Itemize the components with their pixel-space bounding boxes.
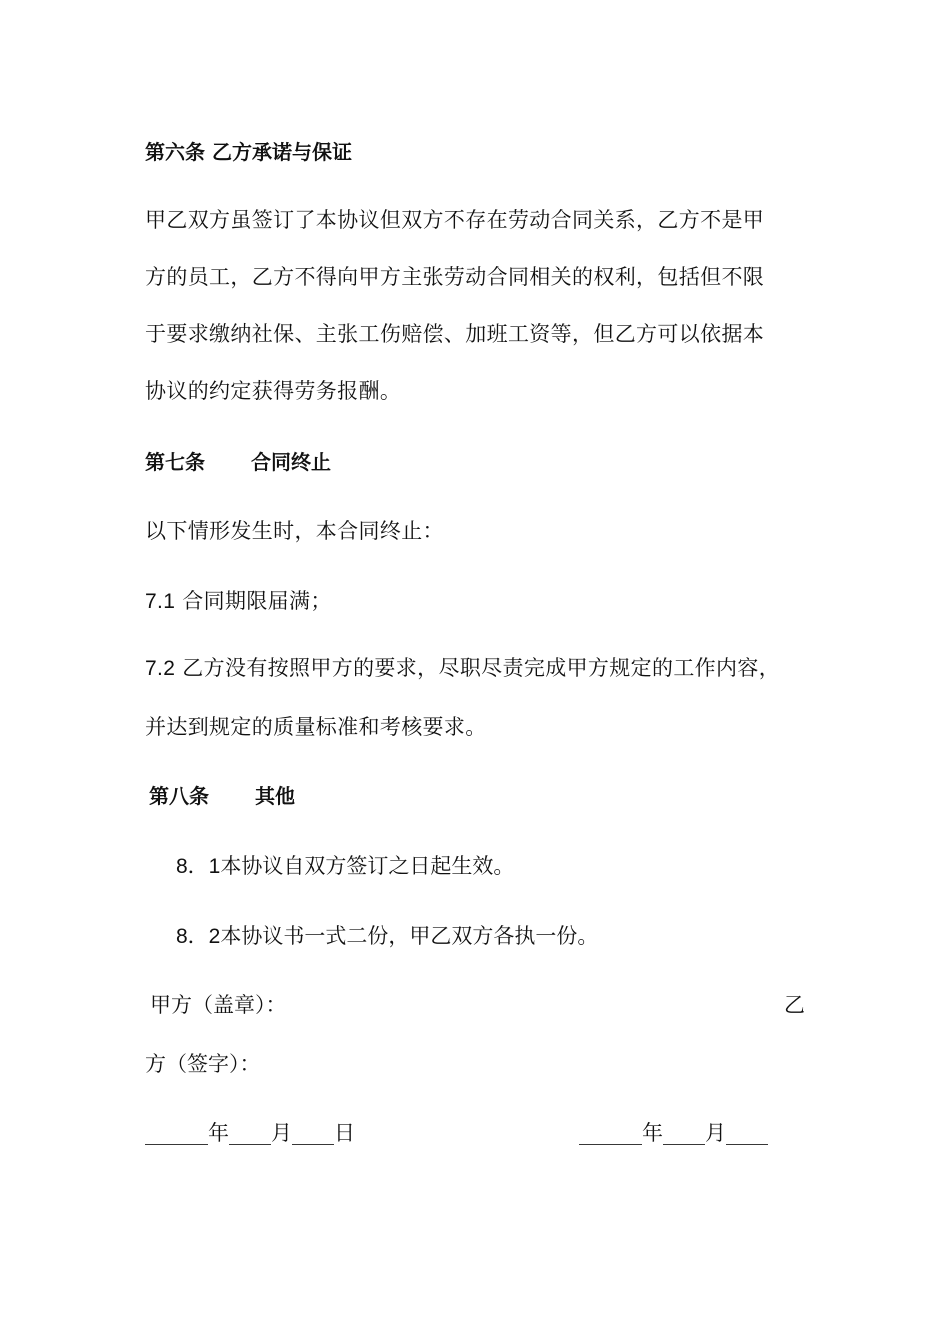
article-8-item-2-text: 本协议书一式二份，甲乙双方各执一份。 xyxy=(220,924,599,948)
article-6-line-2: 方的员工，乙方不得向甲方主张劳动合同相关的权利，包括但不限 xyxy=(145,265,765,289)
article-7-item-1 xyxy=(145,586,805,617)
article-7-number: 第七条 xyxy=(145,450,205,474)
article-7-item-1-text: 合同期限届满； xyxy=(182,589,332,613)
article-8-item-2-number: 8．2 xyxy=(176,925,221,948)
article-8-number: 第八条 xyxy=(149,784,209,808)
party-b-label-start: 乙 xyxy=(784,993,805,1017)
article-7-item-1-number: 7.1 xyxy=(145,590,176,613)
article-6-heading: 第六条 乙方承诺与保证 xyxy=(145,140,352,164)
party-b-signature-label: 方（签字）： xyxy=(145,1052,261,1076)
party-a-date-line: ______年____月____日 xyxy=(145,1121,355,1145)
article-8-item-1 xyxy=(176,851,514,882)
article-6-line-1: 甲乙双方虽签订了本协议但双方不存在劳动合同关系，乙方不是甲 xyxy=(145,208,765,232)
article-7-item-2-text: 乙方没有按照甲方的要求，尽职尽责完成甲方规定的工作内容， xyxy=(182,656,781,680)
article-7-intro: 以下情形发生时，本合同终止： xyxy=(145,519,444,543)
article-7-item-2-continued: 并达到规定的质量标准和考核要求。 xyxy=(145,715,487,739)
article-7-item-2 xyxy=(145,653,805,684)
party-a-seal-label: 甲方（盖章）： xyxy=(150,993,287,1017)
article-7-title: 合同终止 xyxy=(251,450,331,474)
article-8-heading xyxy=(149,781,295,811)
article-8-item-2 xyxy=(176,921,598,952)
article-7-item-2-number: 7.2 xyxy=(145,657,176,680)
article-8-item-1-number: 8．1 xyxy=(176,855,221,878)
article-6-line-3: 于要求缴纳社保、主张工伤赔偿、加班工资等，但乙方可以依据本 xyxy=(145,322,765,346)
party-b-date-line: ______年____月____ xyxy=(579,1121,768,1145)
article-8-title: 其他 xyxy=(255,784,295,808)
article-7-heading xyxy=(145,447,331,477)
article-6-line-4: 协议的约定获得劳务报酬。 xyxy=(145,379,402,403)
article-8-item-1-text: 本协议自双方签订之日起生效。 xyxy=(220,854,515,878)
